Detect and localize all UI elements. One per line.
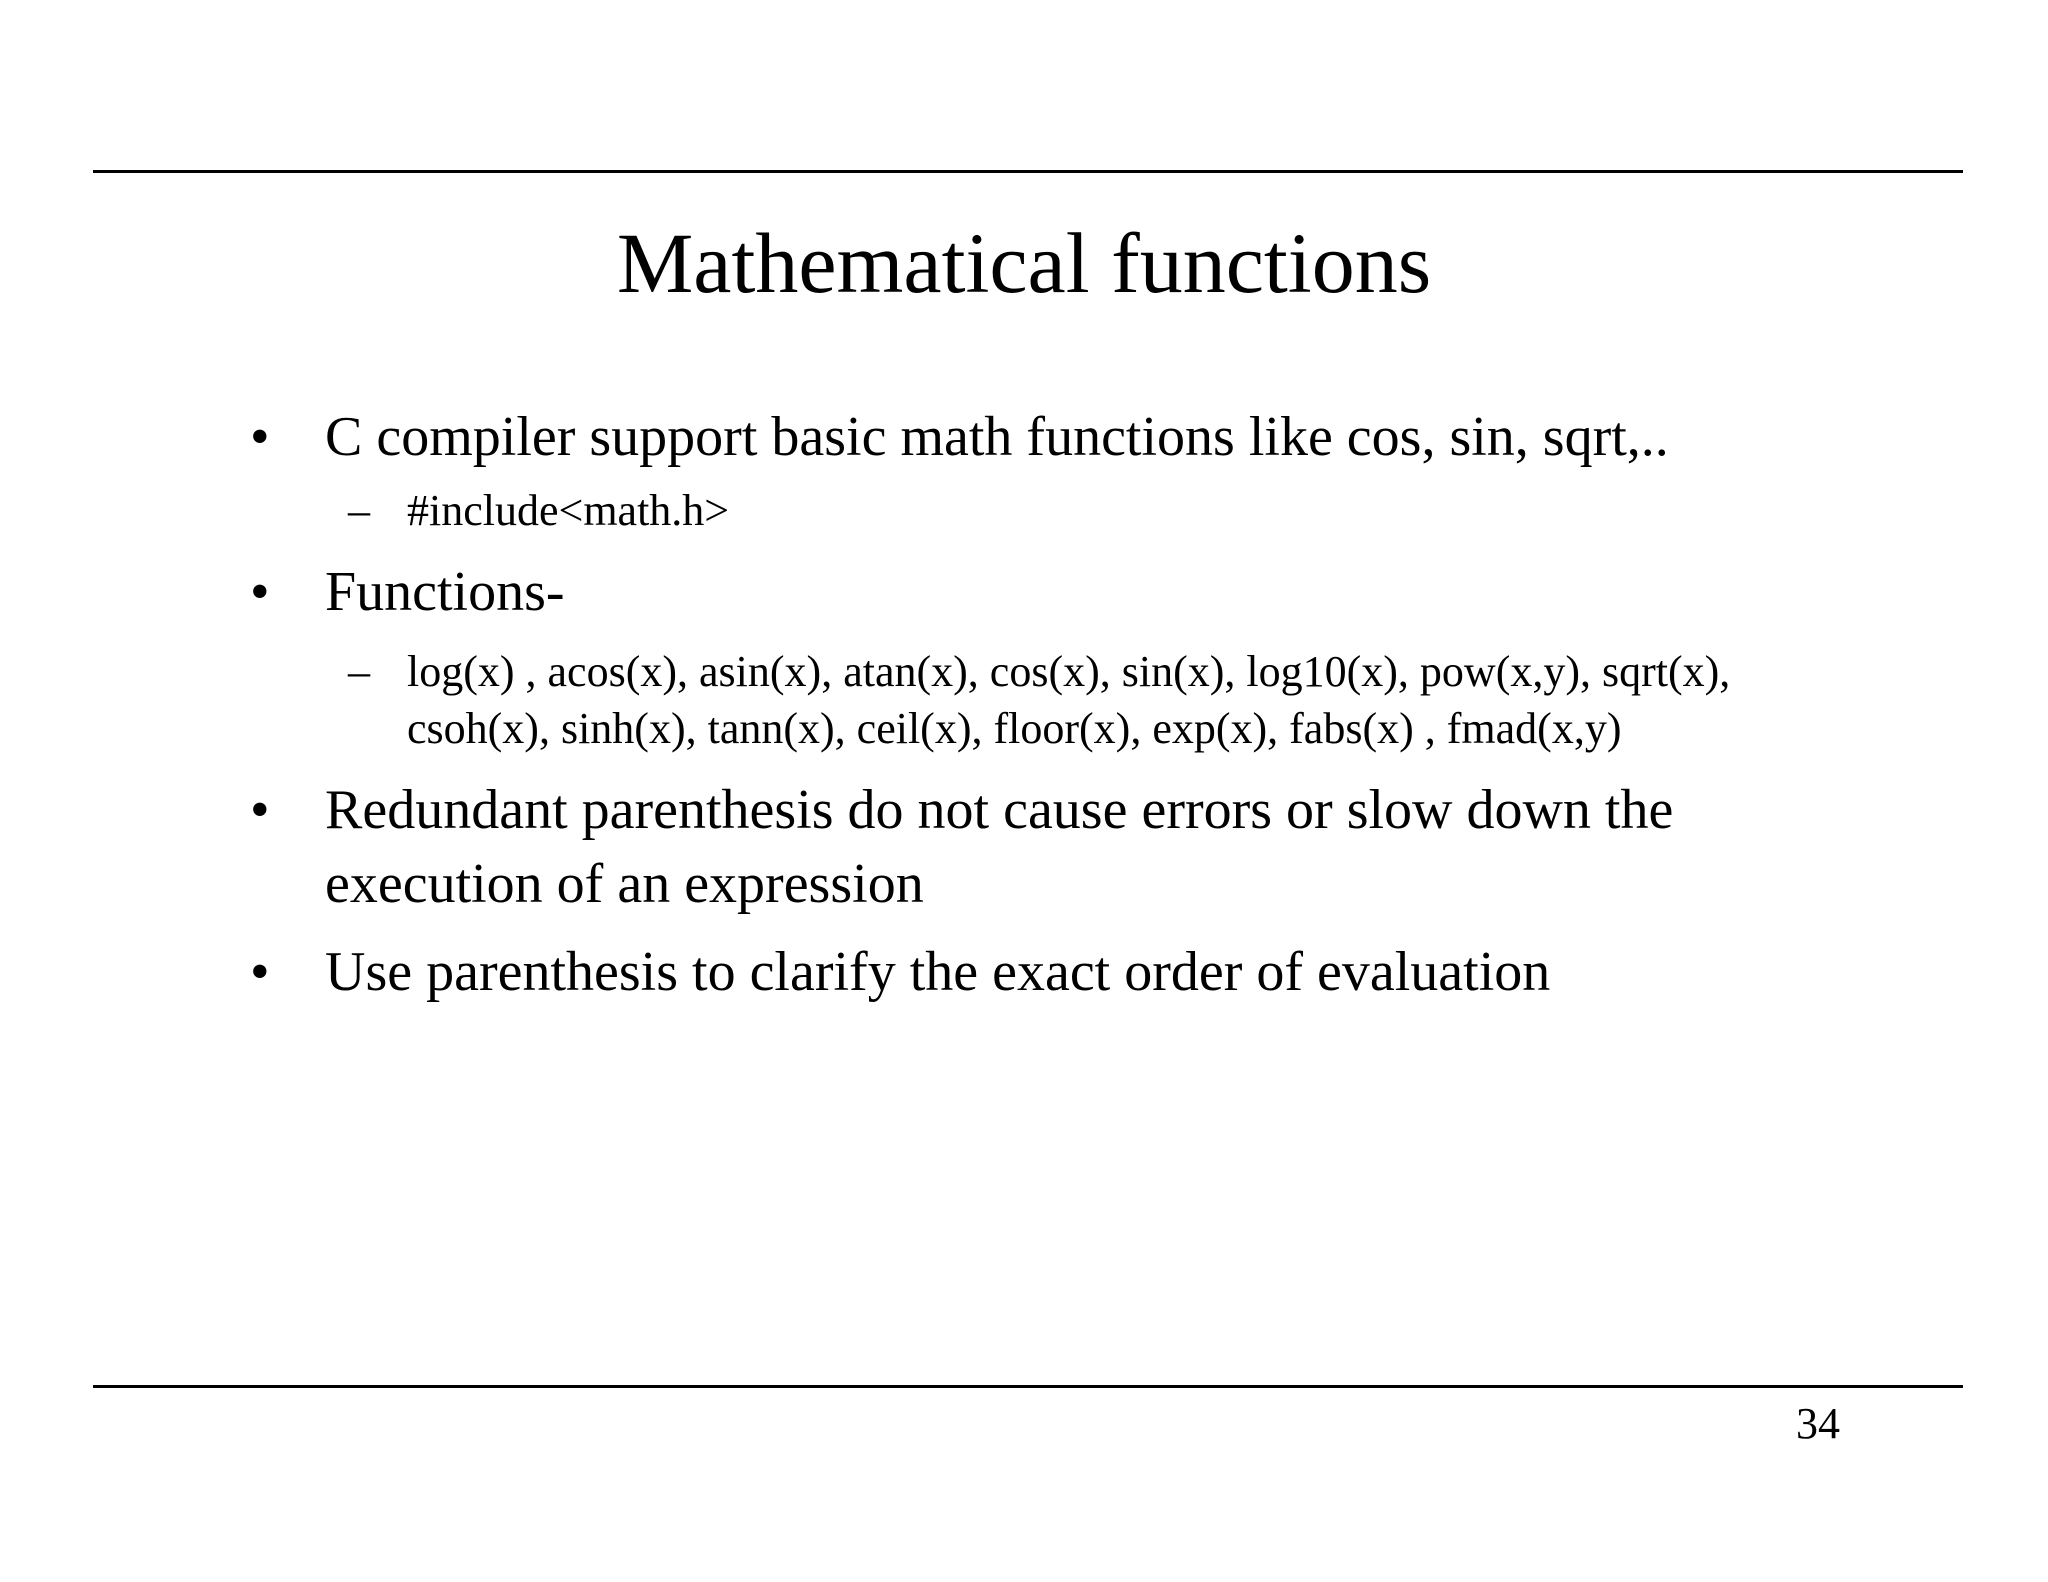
page-number: 34 <box>1796 1399 1840 1448</box>
slide-content <box>250 400 1850 1009</box>
bullet-item <box>250 555 1850 629</box>
bullet-text: Redundant parenthesis do not cause errors or slow down the execution of an expression <box>325 779 1674 915</box>
bullet-item <box>250 773 1850 921</box>
bottom-divider <box>93 1385 1963 1388</box>
slide-title: Mathematical functions <box>616 215 1432 311</box>
bullet-marker: • <box>250 406 270 468</box>
sub-bullet-item <box>250 643 1850 757</box>
bullet-item <box>250 935 1850 1009</box>
top-divider <box>93 170 1963 173</box>
bullet-text: Functions- <box>325 561 565 623</box>
dash-marker: – <box>348 647 370 696</box>
bullet-marker: • <box>250 561 270 623</box>
bullet-item <box>250 400 1850 474</box>
bullet-marker: • <box>250 941 270 1003</box>
sub-bullet-item <box>250 482 1850 539</box>
dash-marker: – <box>348 486 370 535</box>
bullet-text: Use parenthesis to clarify the exact order of evaluation <box>325 941 1551 1003</box>
sub-bullet-text: #include<math.h> <box>407 486 730 535</box>
bullet-text: C compiler support basic math functions like cos, sin, sqrt,.. <box>325 406 1669 468</box>
sub-bullet-text: log(x) , acos(x), asin(x), atan(x), cos(x), sin(x), log10(x), pow(x,y), sqrt(x), csoh(x), sinh(x), tann(x), ceil(x), floor(x), exp(x), fabs(x) , fmad(x,y) <box>407 647 1731 753</box>
bullet-marker: • <box>250 779 270 841</box>
